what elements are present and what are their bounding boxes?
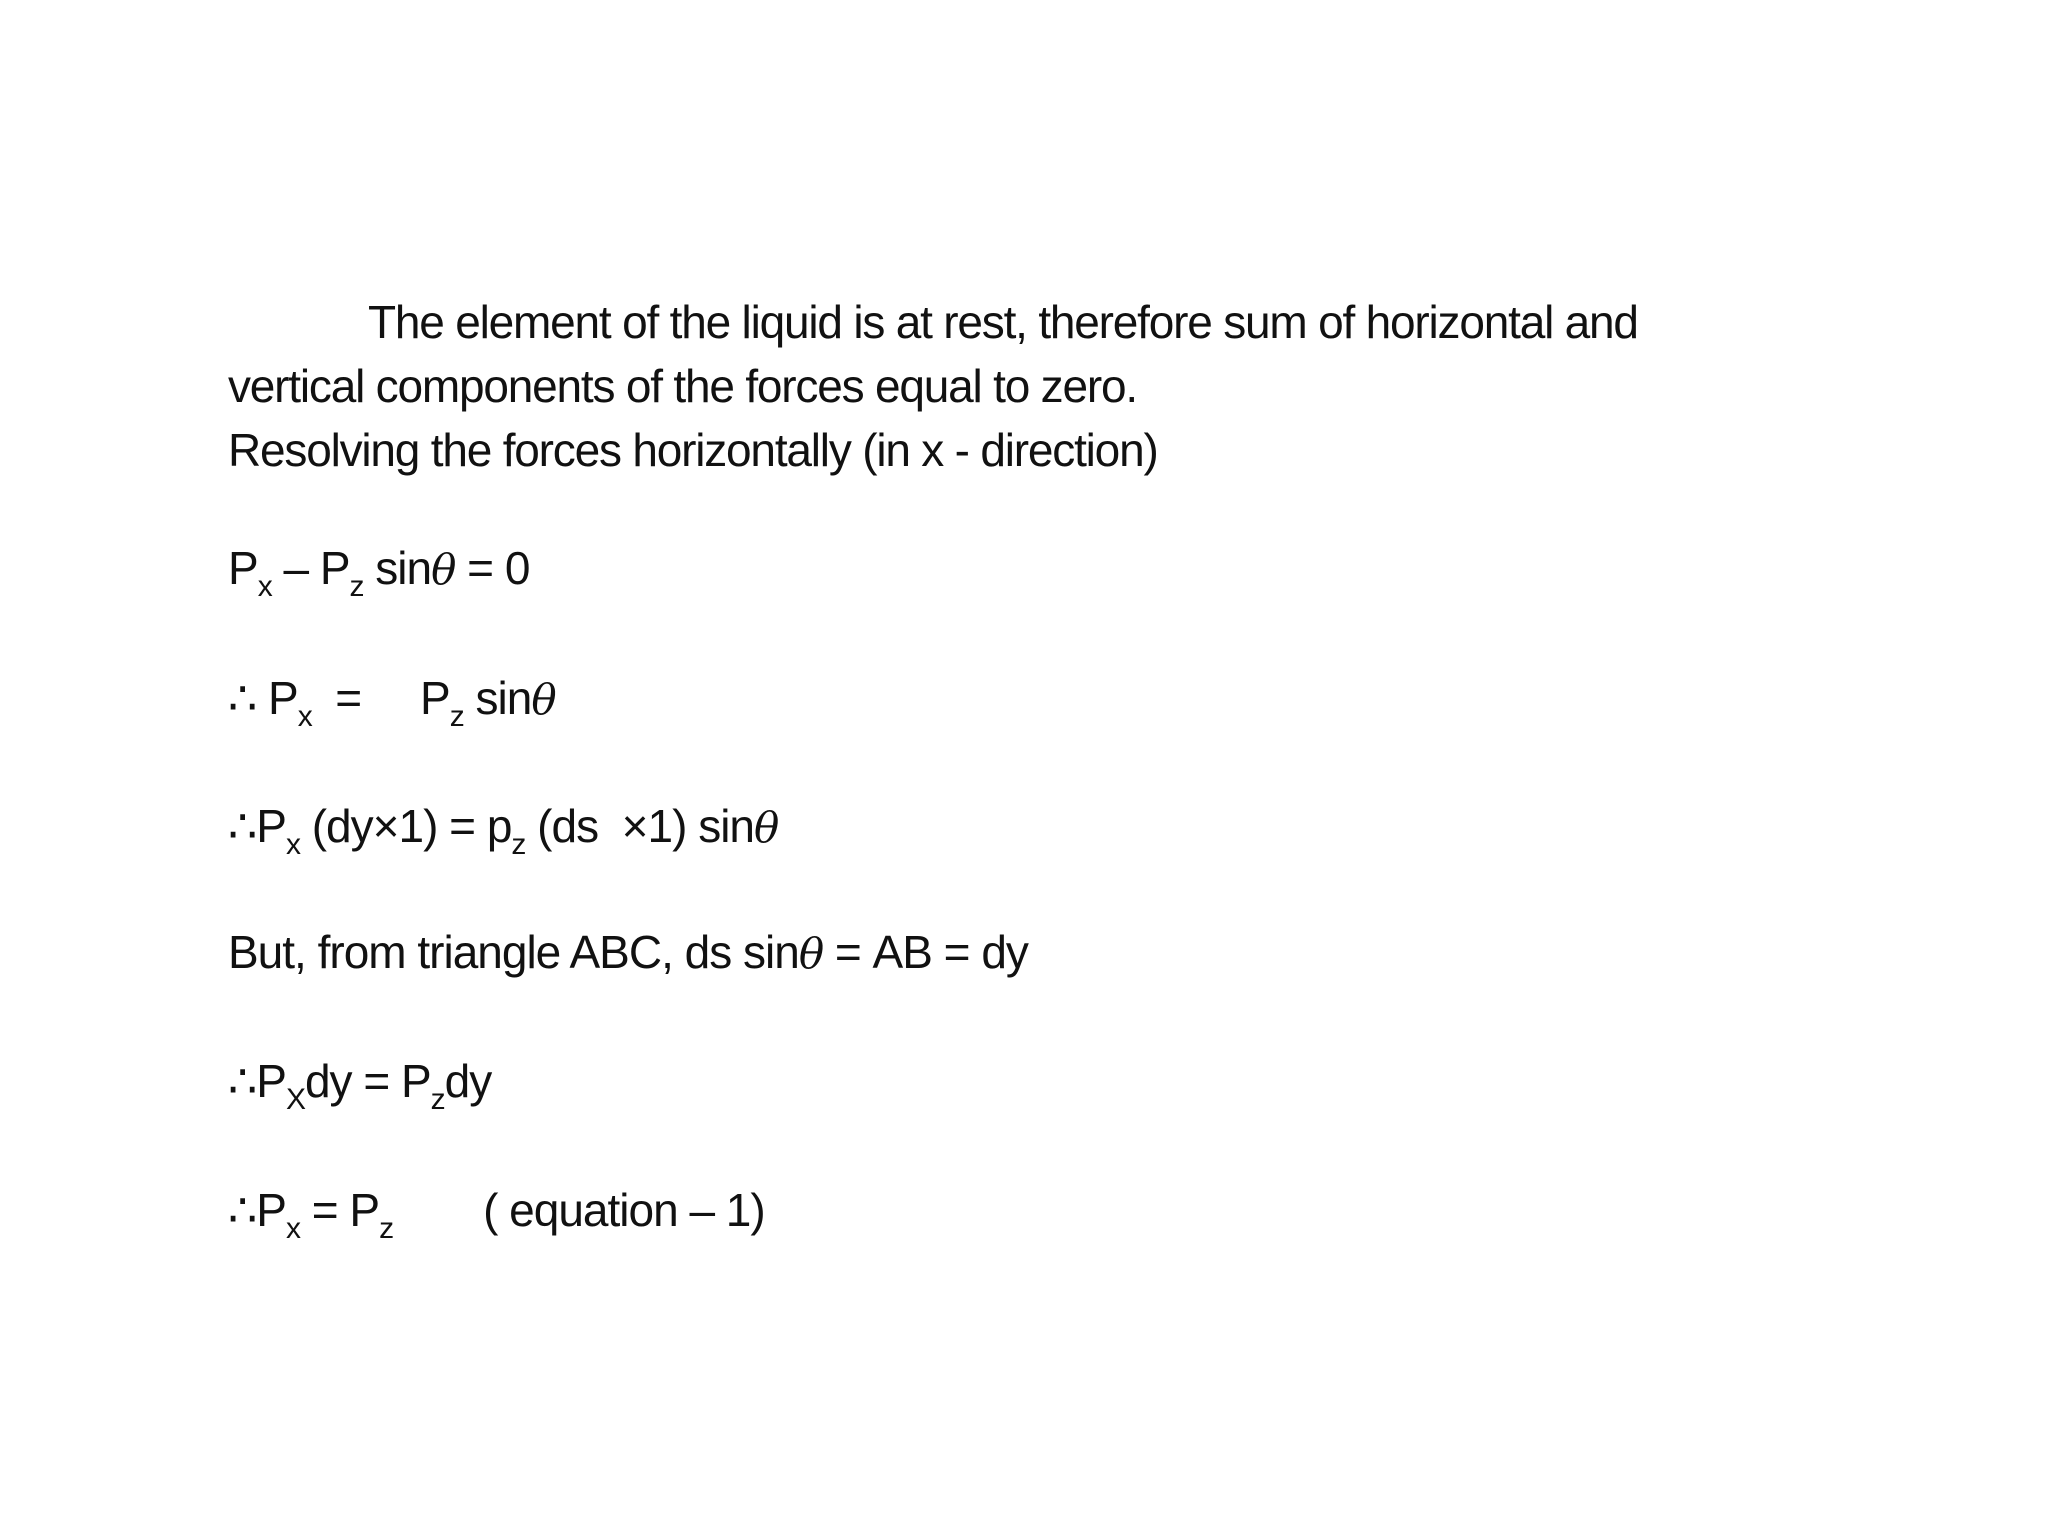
eq6-sub-z: z [379, 1212, 394, 1245]
eq5-tail: dy [444, 1055, 492, 1107]
equation-triangle-abc [228, 924, 1028, 982]
intro-text [228, 290, 1788, 482]
equation-force-balance [228, 798, 779, 861]
eq5-sub-z: z [430, 1083, 445, 1116]
eq5-sub-x: X [285, 1083, 305, 1116]
eq1-sub-x: x [257, 570, 272, 603]
eq2-theta: θ [531, 675, 556, 724]
intro-line-2: vertical components of the forces equal to zero. [228, 360, 1137, 412]
eq2-therefore: ∴ P [228, 672, 298, 724]
eq4-lead: But, from triangle ABC, ds sin [228, 926, 799, 978]
eq3-tail: (ds ×1) sin [525, 800, 754, 852]
eq1-p: P [228, 542, 258, 594]
equation-px-equals-pz-sin [228, 670, 556, 733]
equation-label: ( equation – 1) [483, 1184, 765, 1236]
equation-px-minus-pz [228, 540, 530, 603]
eq3-sub-x: x [285, 828, 300, 861]
eq2-sin: sin [463, 672, 532, 724]
eq1-theta: θ [431, 545, 456, 594]
eq3-sub-z: z [511, 828, 526, 861]
equation-1-result [228, 1182, 765, 1245]
eq3-theta: θ [754, 803, 779, 852]
eq6-lead: ∴P [228, 1184, 286, 1236]
eq6-sub-x: x [285, 1212, 300, 1245]
eq2-sub-z: z [449, 700, 464, 733]
eq4-theta: θ [798, 929, 824, 978]
eq6-mid: = P [299, 1184, 380, 1236]
eq3-lead: ∴P [228, 800, 286, 852]
eq1-minus: – P [271, 542, 350, 594]
eq5-mid: dy = P [304, 1055, 431, 1107]
eq5-lead: ∴P [228, 1055, 286, 1107]
eq4-tail: = AB = dy [823, 926, 1028, 978]
intro-line-1 [228, 290, 1788, 354]
eq1-sin: sin [363, 542, 432, 594]
eq3-mid: (dy×1) = p [299, 800, 512, 852]
intro-line-1-text: The element of the liquid is at rest, therefore sum of horizontal and [368, 296, 1638, 348]
equation-pxdy-pzdy [228, 1053, 492, 1116]
eq2-equals: = P [311, 672, 450, 724]
eq1-rest: = 0 [455, 542, 530, 594]
eq1-sub-z: z [349, 570, 364, 603]
eq2-sub-x: x [297, 700, 312, 733]
intro-line-3: Resolving the forces horizontally (in x - direction) [228, 424, 1158, 476]
